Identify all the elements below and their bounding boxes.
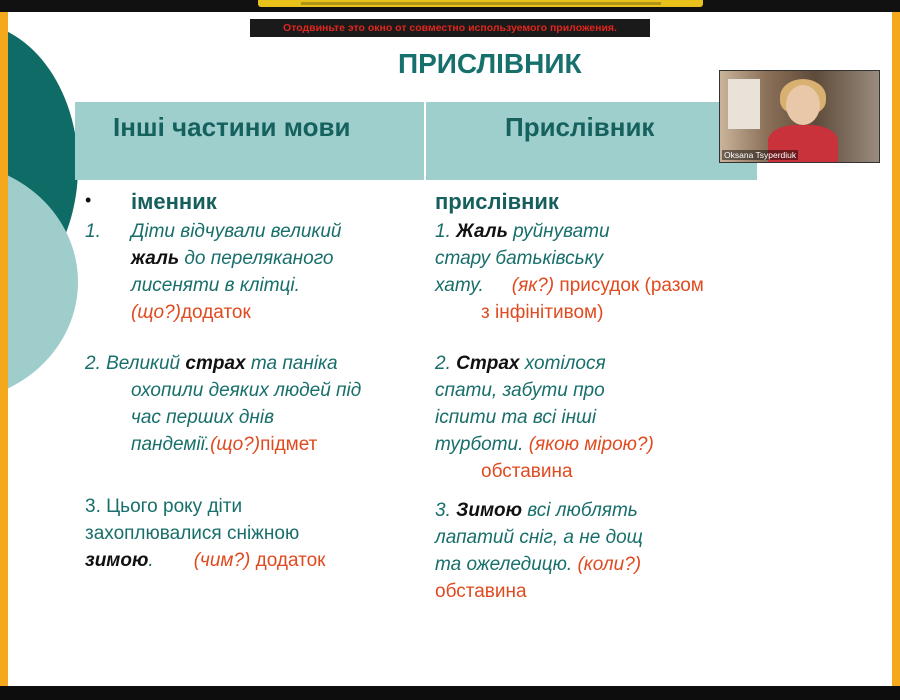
col1-ex2-line1-c: та паніка xyxy=(245,353,338,374)
col2-ex1-line3 xyxy=(435,272,704,299)
col2-ex1-num: 1. xyxy=(435,221,457,242)
question: (якою мірою?) xyxy=(528,434,654,455)
col2-ex2-line4 xyxy=(435,431,654,458)
keyword-zhal: жаль xyxy=(131,248,180,269)
col2-ex3-line4: обставина xyxy=(435,581,527,602)
col2-ex3-num: 3. xyxy=(435,500,457,521)
question: (що?) xyxy=(131,302,181,323)
col2-ex2-line3: іспити та всі інші xyxy=(435,407,597,428)
share-warning-banner: Отодвиньте это окно от совместно используемого приложения. xyxy=(250,19,650,37)
participant-video-tile[interactable] xyxy=(719,70,880,163)
participant-face xyxy=(786,85,820,125)
col1-heading: іменник xyxy=(131,189,217,214)
col1-ex1-line1: Діти відчували великий xyxy=(131,221,342,242)
col1-ex2-line1 xyxy=(85,350,338,377)
slide-title: ПРИСЛІВНИК xyxy=(398,48,582,79)
col2-ex3-line3 xyxy=(435,551,641,578)
col1-ex3-line3-dot: . xyxy=(148,550,154,571)
answer: додаток xyxy=(180,302,251,323)
col1-ex1-line2 xyxy=(131,245,333,272)
header-divider xyxy=(424,102,426,180)
col2-ex3-line1 xyxy=(435,497,638,524)
answer: присудок (разом xyxy=(554,275,704,296)
col2-ex3-line3-a: та ожеледицю. xyxy=(435,554,578,575)
col2-ex1-line1-rest: руйнувати xyxy=(507,221,610,242)
question: (як?) xyxy=(511,275,555,296)
table-header xyxy=(75,102,757,180)
col1-ex1-line3: лисеняти в клітці. xyxy=(131,275,300,296)
col2-ex2-line5: обставина xyxy=(481,461,573,482)
col1-ex1-line2-rest: до переляканого xyxy=(179,248,334,269)
col1-ex1-line4 xyxy=(131,299,251,326)
keyword-zymoyu: Зимою xyxy=(456,500,523,521)
answer: підмет xyxy=(260,434,318,455)
video-window-light xyxy=(728,79,760,129)
table-body xyxy=(75,180,757,660)
answer: додаток xyxy=(250,550,326,571)
col1-ex3-line3 xyxy=(85,547,325,574)
keyword-zhal: Жаль xyxy=(456,221,508,242)
col2-ex2-line4-a: турботи. xyxy=(435,434,529,455)
col1-header: Інші частини мови xyxy=(113,112,351,142)
share-toolbar[interactable] xyxy=(0,0,900,12)
col1-ex2-line3: час перших днів xyxy=(131,407,274,428)
col1-ex2-line4-a: пандемії. xyxy=(131,434,211,455)
keyword-zymoyu: зимою xyxy=(85,550,149,571)
col1-ex1-num: 1. xyxy=(85,221,101,242)
col1-ex3-line2: захоплювалися сніжною xyxy=(85,523,300,544)
keyword-strakh: страх xyxy=(185,353,246,374)
share-toolbar-text xyxy=(301,2,661,5)
question: (чим?) xyxy=(193,550,251,571)
col2-ex1-line4: з інфінітивом) xyxy=(481,302,604,323)
participant-name: Oksana Tsyperdiuk xyxy=(724,150,797,160)
col1-ex2-line4 xyxy=(131,431,317,458)
col2-heading: прислівник xyxy=(435,189,559,214)
bullet: • xyxy=(85,190,92,210)
bottom-bar xyxy=(0,686,900,700)
col1-ex3-line1: 3. Цього року діти xyxy=(85,496,243,517)
question: (коли?) xyxy=(577,554,642,575)
col2-ex3-line1-rest: всі люблять xyxy=(522,500,638,521)
col2-ex1-line2: стару батьківську xyxy=(435,248,604,269)
col2-ex1-line1 xyxy=(435,218,610,245)
col2-ex2-line1 xyxy=(435,350,606,377)
col1-ex2-line2: охопили деяких людей під xyxy=(131,380,362,401)
col2-ex2-num: 2. xyxy=(435,353,457,374)
share-toolbar-pill[interactable] xyxy=(258,0,703,7)
col1-ex2-line1-a: 2. Великий xyxy=(85,353,186,374)
col2-ex1-line3-a: хату. xyxy=(435,275,484,296)
question: (що?) xyxy=(210,434,261,455)
keyword-strakh: Страх xyxy=(456,353,520,374)
col2-ex2-line2: спати, забути про xyxy=(435,380,605,401)
col2-ex2-line1-rest: хотілося xyxy=(519,353,606,374)
col2-header: Прислівник xyxy=(505,112,655,142)
col2-ex3-line2: лапатий сніг, а не дощ xyxy=(435,527,643,548)
